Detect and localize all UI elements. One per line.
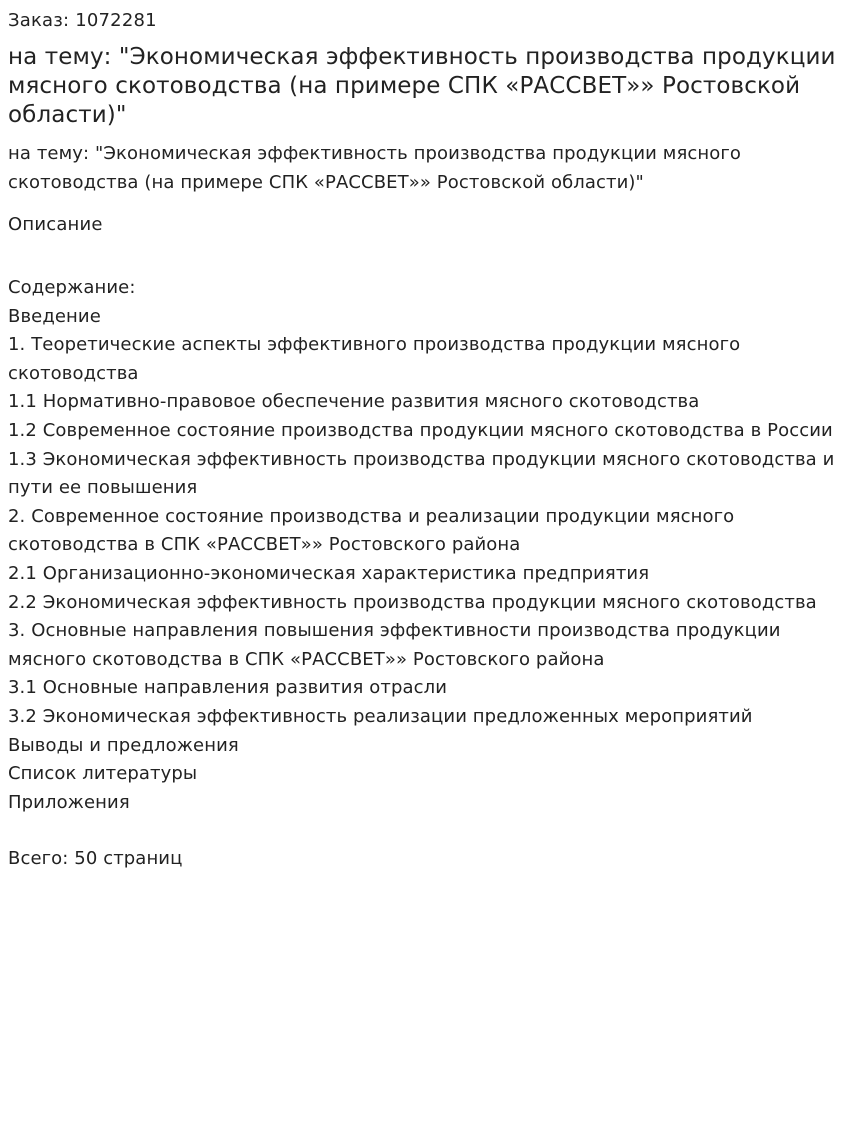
- contents-item: Введение: [8, 305, 101, 327]
- contents-item: 2.1 Организационно-экономическая характеристика предприятия: [8, 562, 650, 584]
- page-subtitle: на тему: "Экономическая эффективность производства продукции мясного скотоводства (на примере СПК «РАССВЕТ»» Ростовской области)": [8, 143, 742, 193]
- contents-item: Приложения: [8, 791, 130, 813]
- table-of-contents: [8, 274, 839, 817]
- contents-item: Список литературы: [8, 763, 198, 785]
- contents-item: 3.2 Экономическая эффективность реализации предложенных мероприятий: [8, 705, 753, 727]
- description-heading: Описание: [8, 214, 103, 235]
- order-number: Заказ: 1072281: [8, 10, 157, 31]
- contents-item: 1. Теоретические аспекты эффективного производства продукции мясного скотоводства: [8, 334, 741, 384]
- contents-item: 1.3 Экономическая эффективность производства продукции мясного скотоводства и пути ее повышения: [8, 448, 835, 499]
- contents-item: Выводы и предложения: [8, 734, 239, 756]
- contents-item: 2. Современное состояние производства и реализации продукции мясного скотоводства в СПК «РАССВЕТ»» Ростовского района: [8, 505, 735, 556]
- page-title: на тему: "Экономическая эффективность производства продукции мясного скотоводства (на примере СПК «РАССВЕТ»» Ростовской области)": [8, 44, 836, 128]
- contents-heading: Содержание:: [8, 277, 136, 298]
- contents-item: 2.2 Экономическая эффективность производства продукции мясного скотоводства: [8, 591, 817, 613]
- contents-item: 1.2 Современное состояние производства продукции мясного скотоводства в России: [8, 419, 833, 441]
- contents-item: 1.1 Нормативно-правовое обеспечение развития мясного скотоводства: [8, 391, 700, 413]
- contents-item: 3. Основные направления повышения эффективности производства продукции мясного скотоводства в СПК «РАССВЕТ»» Ростовского района: [8, 620, 781, 670]
- page-count: Всего: 50 страниц: [8, 848, 183, 870]
- contents-item: 3.1 Основные направления развития отрасли: [8, 677, 448, 699]
